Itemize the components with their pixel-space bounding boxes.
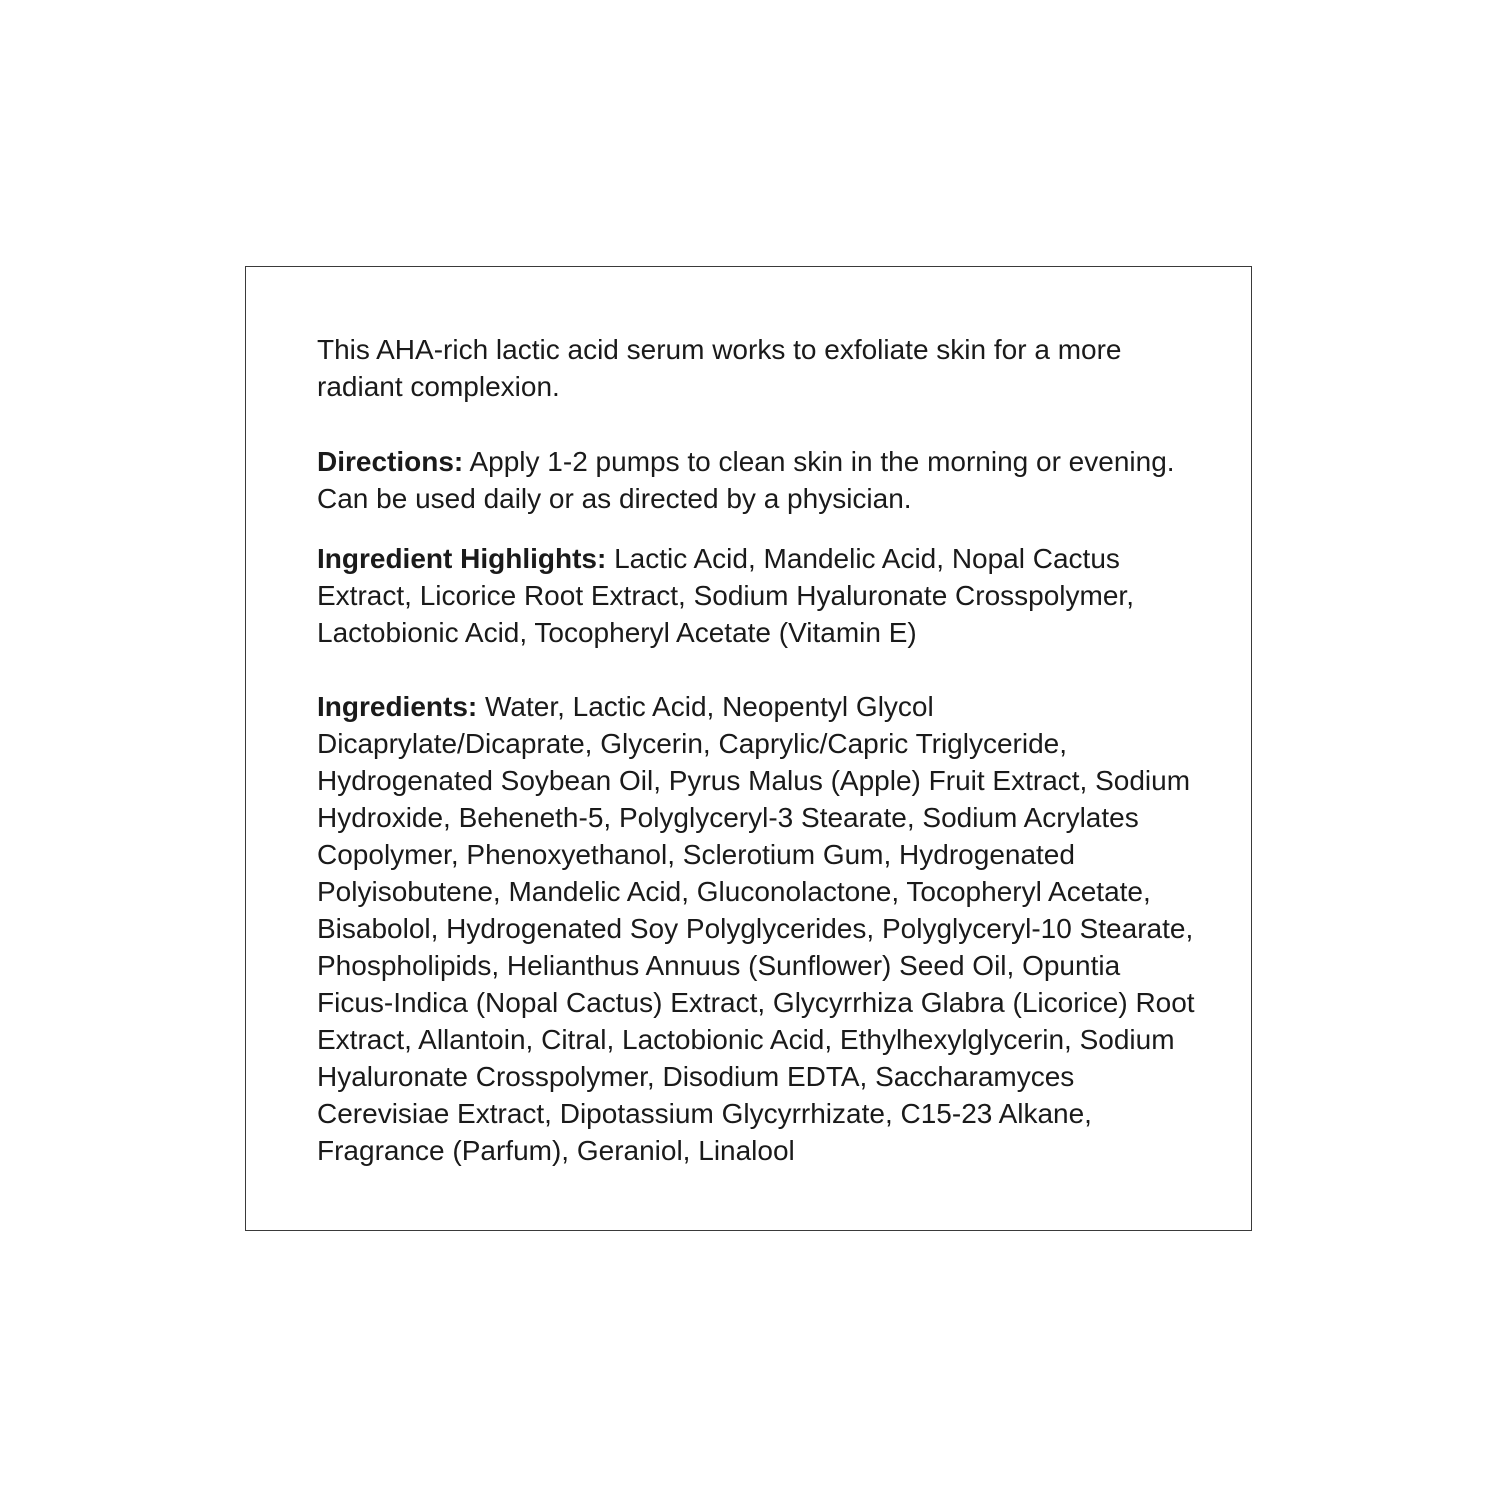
ingredients-section (317, 688, 1197, 1169)
product-info-panel (245, 266, 1252, 1231)
directions-heading: Directions: (317, 446, 464, 477)
ingredient-highlights-heading: Ingredient Highlights: (317, 543, 607, 574)
ingredient-highlights-text: Lactic Acid, Mandelic Acid, Nopal Cactus Extract, Licorice Root Extract, Sodium Hyaluronate Crosspolymer, Lactobionic Acid, Tocopheryl Acetate (Vitamin E) (317, 543, 1134, 648)
product-description: This AHA-rich lactic acid serum works to exfoliate skin for a more radiant complexion. (317, 334, 1122, 402)
product-info-text (317, 331, 1197, 1169)
ingredient-highlights-section (317, 540, 1197, 651)
ingredients-text: Water, Lactic Acid, Neopentyl Glycol Dicaprylate/Dicaprate, Glycerin, Caprylic/Capric Triglyceride, Hydrogenated Soybean Oil, Pyrus Malus (Apple) Fruit Extract, Sodium Hydroxide, Beheneth-5, Polyglyceryl-3 Stearate, Sodium Acrylates Copolymer, Phenoxyethanol, Sclerotium Gum, Hydrogenated Polyisobutene, Mandelic Acid, Gluconolactone, Tocopheryl Acetate, Bisabolol, Hydrogenated Soy Polyglycerides, Polyglyceryl-10 Stearate, Phospholipids, Helianthus Annuus (Sunflower) Seed Oil, Opuntia Ficus-Indica (Nopal Cactus) Extract, Glycyrrhiza Glabra (Licorice) Root Extract, Allantoin, Citral, Lactobionic Acid, Ethylhexylglycerin, Sodium Hyaluronate Crosspolymer, Disodium EDTA, Saccharamyces Cerevisiae Extract, Dipotassium Glycyrrhizate, C15-23 Alkane, Fragrance (Parfum), Geraniol, Linalool (317, 691, 1195, 1166)
directions-text: Apply 1-2 pumps to clean skin in the morning or evening. Can be used daily or as directed by a physician. (317, 446, 1175, 514)
directions-section (317, 443, 1197, 517)
ingredients-heading: Ingredients: (317, 691, 478, 722)
